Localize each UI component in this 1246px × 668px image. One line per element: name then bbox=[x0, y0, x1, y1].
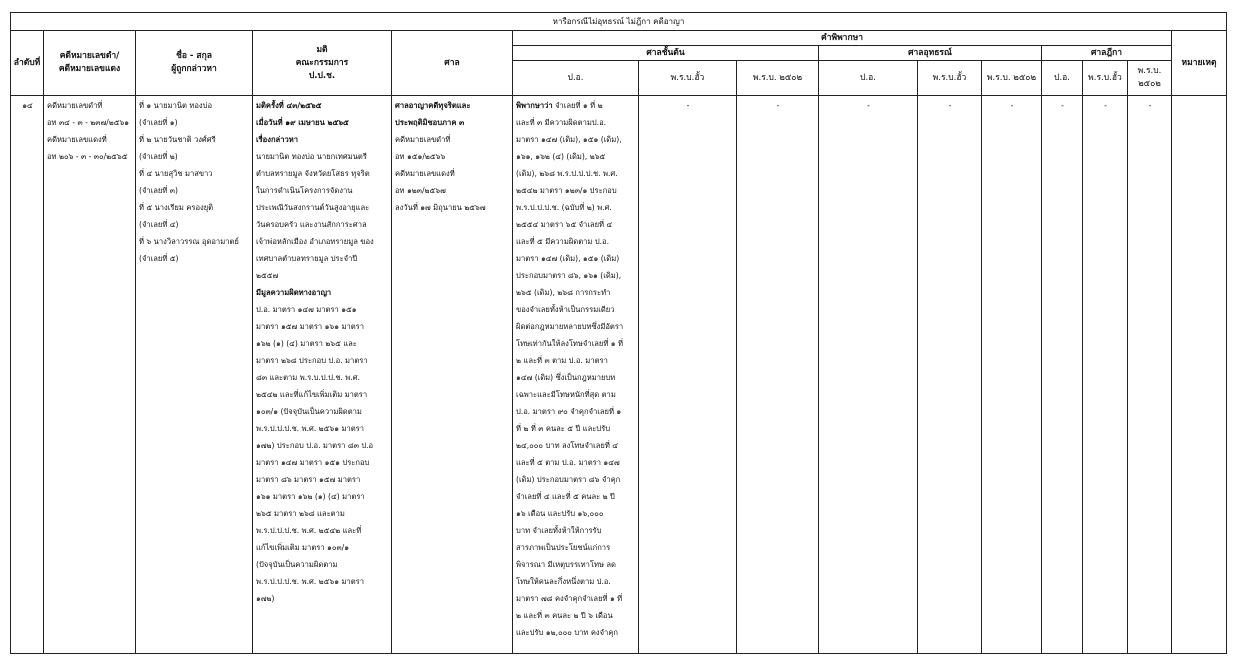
header-supreme: ศาลฎีกา bbox=[1042, 46, 1172, 61]
cell-no: ๑๔ bbox=[11, 96, 44, 654]
header-appeal-pbc-2502: พ.ร.บ. ๒๕๐๒ bbox=[982, 61, 1042, 96]
header-verdict: คำพิพากษา bbox=[513, 31, 1172, 46]
cell-first-penal-code bbox=[513, 96, 639, 654]
cell-appeal-pbc-2502: - bbox=[982, 96, 1042, 654]
resolution-charges: ป.อ. มาตรา ๑๔๗ มาตรา ๑๕๑ มาตรา ๑๕๗ มาตรา ๑๖๑ มาตรา ๑๖๒ (๑) (๔) มาตรา ๒๖๕ และ มาตรา ๒๖๘ ประกอบ ป.อ. มาตรา ๘๓ และตาม พ.ร.บ.ป.ป.ช. พ.ศ. ๒๕๔๒ และที่แก้ไขเพิ่มเติม มาตรา ๑๐๓/๑ (ปัจจุบันเป็นความผิดตาม พ.ร.ป.ป.ป.ช. พ.ศ. ๒๕๖๑ มาตรา ๑๗๒) ประกอบ ป.อ. มาตรา ๘๓ ป.อ มาตรา ๑๔๗ มาตรา ๑๕๑ ประกอบ มาตรา ๘๖ มาตรา ๑๕๗ มาตรา ๑๖๑ มาตรา ๑๖๒ (๑) (๔) มาตรา ๒๖๕ มาตรา ๒๖๘ และตาม พ.ร.ป.ป.ป.ช. พ.ศ. ๒๕๔๒ และที่ แก้ไขเพิ่มเติม มาตรา ๑๐๓/๑ (ปัจจุบันเป็นความผิดตาม พ.ร.ป.ป.ป.ช. พ.ศ. ๒๕๖๑ มาตรา ๑๗๒) bbox=[256, 305, 374, 603]
resolution-subheading: มีมูลความผิดทางอาญา bbox=[256, 288, 332, 297]
cell-case-no: คดีหมายเลขดำที่ อท ๓๔ - ๓ - ๒๓๗/๒๕๖๑ คดีหมายเลขแดงที่ อท ๒๐๖ - ๓ - ๓๐/๒๕๖๕ bbox=[44, 96, 136, 654]
resolution-allegation: นายมานิต ทองบ่อ นายกเทศมนตรี ตำบลทรายมูล จังหวัดยโสธร ทุจริต ในการดำเนินโครงการจัดงาน ประเพณีวันสงกรานต์วันสูงอายุและ วันครอบครัว และงานสักการะศาล เจ้าพ่อหลักเมือง อำเภอทรายมูล ของ เทศบาลตำบลทรายมูล ประจำปี ๒๕๕๗ bbox=[256, 152, 374, 280]
header-appeal: ศาลอุทธรณ์ bbox=[819, 46, 1042, 61]
header-appeal-pbc-old: พ.ร.บ.ฮั้ว bbox=[918, 61, 982, 96]
verdict-heading: พิพากษาว่า bbox=[516, 101, 553, 110]
cell-supreme-penal-code: - bbox=[1042, 96, 1083, 654]
verdict-text: จำเลยที่ ๑ ที่ ๒ และที่ ๓ มีความผิดตามป.อ. มาตรา ๑๔๗ (เดิม), ๑๕๑ (เดิม), ๑๖๑, ๑๖๒ (๔) (เดิม), ๒๖๕ (เดิม), ๒๖๘ พ.ร.ป.ป.ป.ช. พ.ศ. ๒๕๔๒ มาตรา ๑๒๓/๑ ประกอบ พ.ร.ป.ป.ป.ช. (ฉบับที่ ๒) พ.ศ. ๒๕๕๔ มาตรา ๖๕ จำเลยที่ ๔ และที่ ๕ มีความผิดตาม ป.อ. มาตรา ๑๔๗ (เดิม), ๑๕๑ (เดิม) ประกอบมาตรา ๘๖, ๑๖๑ (เดิม), ๒๖๕ (เดิม), ๒๖๘ การกระทำ ของจำเลยทั้งห้าเป็นกรรมเดียว ผิดต่อกฎหมายหลายบทซึ่งมีอัตรา โทษเท่ากันให้ลงโทษจำเลยที่ ๑ ที่ ๒ และที่ ๓ ตาม ป.อ. มาตรา ๑๔๗ (เดิม) ซึ่งเป็นกฎหมายบท เฉพาะและมีโทษหนักที่สุด ตาม ป.อ. มาตรา ๙๐ จำคุกจำเลยที่ ๑ ที่ ๒ ที่ ๓ คนละ ๕ ปี และปรับ ๒๔,๐๐๐ บาท ลงโทษจำเลยที่ ๔ และที่ ๕ ตาม ป.อ. มาตรา ๑๔๗ (เดิม) ประกอบมาตรา ๘๖ จำคุก จำเลยที่ ๔ และที่ ๕ คนละ ๒ ปี ๑๖ เดือน และปรับ ๑๖,๐๐๐ บาท จำเลยทั้งห้าให้การรับ สารภาพเป็นประโยชน์แก่การ พิจารณา มีเหตุบรรเทาโทษ ลด โทษให้คนละกึ่งหนึ่งตาม ป.อ. มาตรา ๗๘ คงจำคุกจำเลยที่ ๑ ที่ ๒ และที่ ๓ คนละ ๒ ปี ๖ เดือน และปรับ ๑๒,๐๐๐ บาท คงจำคุก bbox=[516, 101, 624, 637]
cell-resolution bbox=[253, 96, 392, 654]
cell-supreme-pbc-2502: - bbox=[1128, 96, 1172, 654]
court-name: ศาลอาญาคดีทุจริตและ ประพฤติมิชอบภาค ๓ bbox=[395, 101, 471, 127]
cell-supreme-pbc-old: - bbox=[1083, 96, 1128, 654]
cell-first-pbc-old: - bbox=[639, 96, 737, 654]
cell-remark bbox=[1172, 96, 1227, 654]
header-name: ชื่อ - สกุล ผู้ถูกกล่าวหา bbox=[136, 31, 253, 96]
table-caption: หารือกรณีไม่อุทธรณ์ ไม่ฎีกา คดีอาญา bbox=[11, 13, 1227, 31]
table-row bbox=[11, 96, 1227, 654]
header-first-penal-code: ป.อ. bbox=[513, 61, 639, 96]
cell-appeal-penal-code: - bbox=[819, 96, 918, 654]
header-first-instance: ศาลชั้นต้น bbox=[513, 46, 819, 61]
cell-court bbox=[392, 96, 513, 654]
header-appeal-penal-code: ป.อ. bbox=[819, 61, 918, 96]
header-court: ศาล bbox=[392, 31, 513, 96]
cell-name: ที่ ๑ นายมานิต ทองบ่อ (จำเลยที่ ๑) ที่ ๒ นายวันชาติ วงศ์ศรี (จำเลยที่ ๒) ที่ ๔ นายสุวิช มาสขาว (จำเลยที่ ๓) ที่ ๕ นางเรียม ครองยุติ (จำเลยที่ ๔) ที่ ๖ นางวิลาวรรณ อุดอามาตย์ (จำเลยที่ ๕) bbox=[136, 96, 253, 654]
cell-appeal-pbc-old: - bbox=[918, 96, 982, 654]
header-supreme-pbc-old: พ.ร.บ.ฮั้ว bbox=[1083, 61, 1128, 96]
court-case-numbers: คดีหมายเลขดำที่ อท ๑๕๑/๒๕๖๖ คดีหมายเลขแดงที่ อท ๑๒๓/๒๕๖๗ ลงวันที่ ๑๗ มิถุนายน ๒๕๖๗ bbox=[395, 135, 486, 212]
resolution-heading: มติครั้งที่ ๔๓/๒๕๖๕ เมื่อวันที่ ๑๙ เมษายน ๒๕๖๕ เรื่องกล่าวหา bbox=[256, 101, 349, 144]
cell-first-pbc-2502: - bbox=[737, 96, 819, 654]
case-table bbox=[10, 12, 1227, 654]
header-resolution: มติ คณะกรรมการ ป.ป.ช. bbox=[253, 31, 392, 96]
header-first-pbc-old: พ.ร.บ.ฮั้ว bbox=[639, 61, 737, 96]
document-page bbox=[10, 12, 1226, 654]
header-remark: หมายเหตุ bbox=[1172, 31, 1227, 96]
header-supreme-pbc-2502: พ.ร.บ. ๒๕๐๒ bbox=[1128, 61, 1172, 96]
header-no: ลำดับที่ bbox=[11, 31, 44, 96]
header-first-pbc-2502: พ.ร.บ. ๒๕๐๒ bbox=[737, 61, 819, 96]
header-case-no: คดีหมายเลขดำ/ คดีหมายเลขแดง bbox=[44, 31, 136, 96]
header-supreme-penal-code: ป.อ. bbox=[1042, 61, 1083, 96]
